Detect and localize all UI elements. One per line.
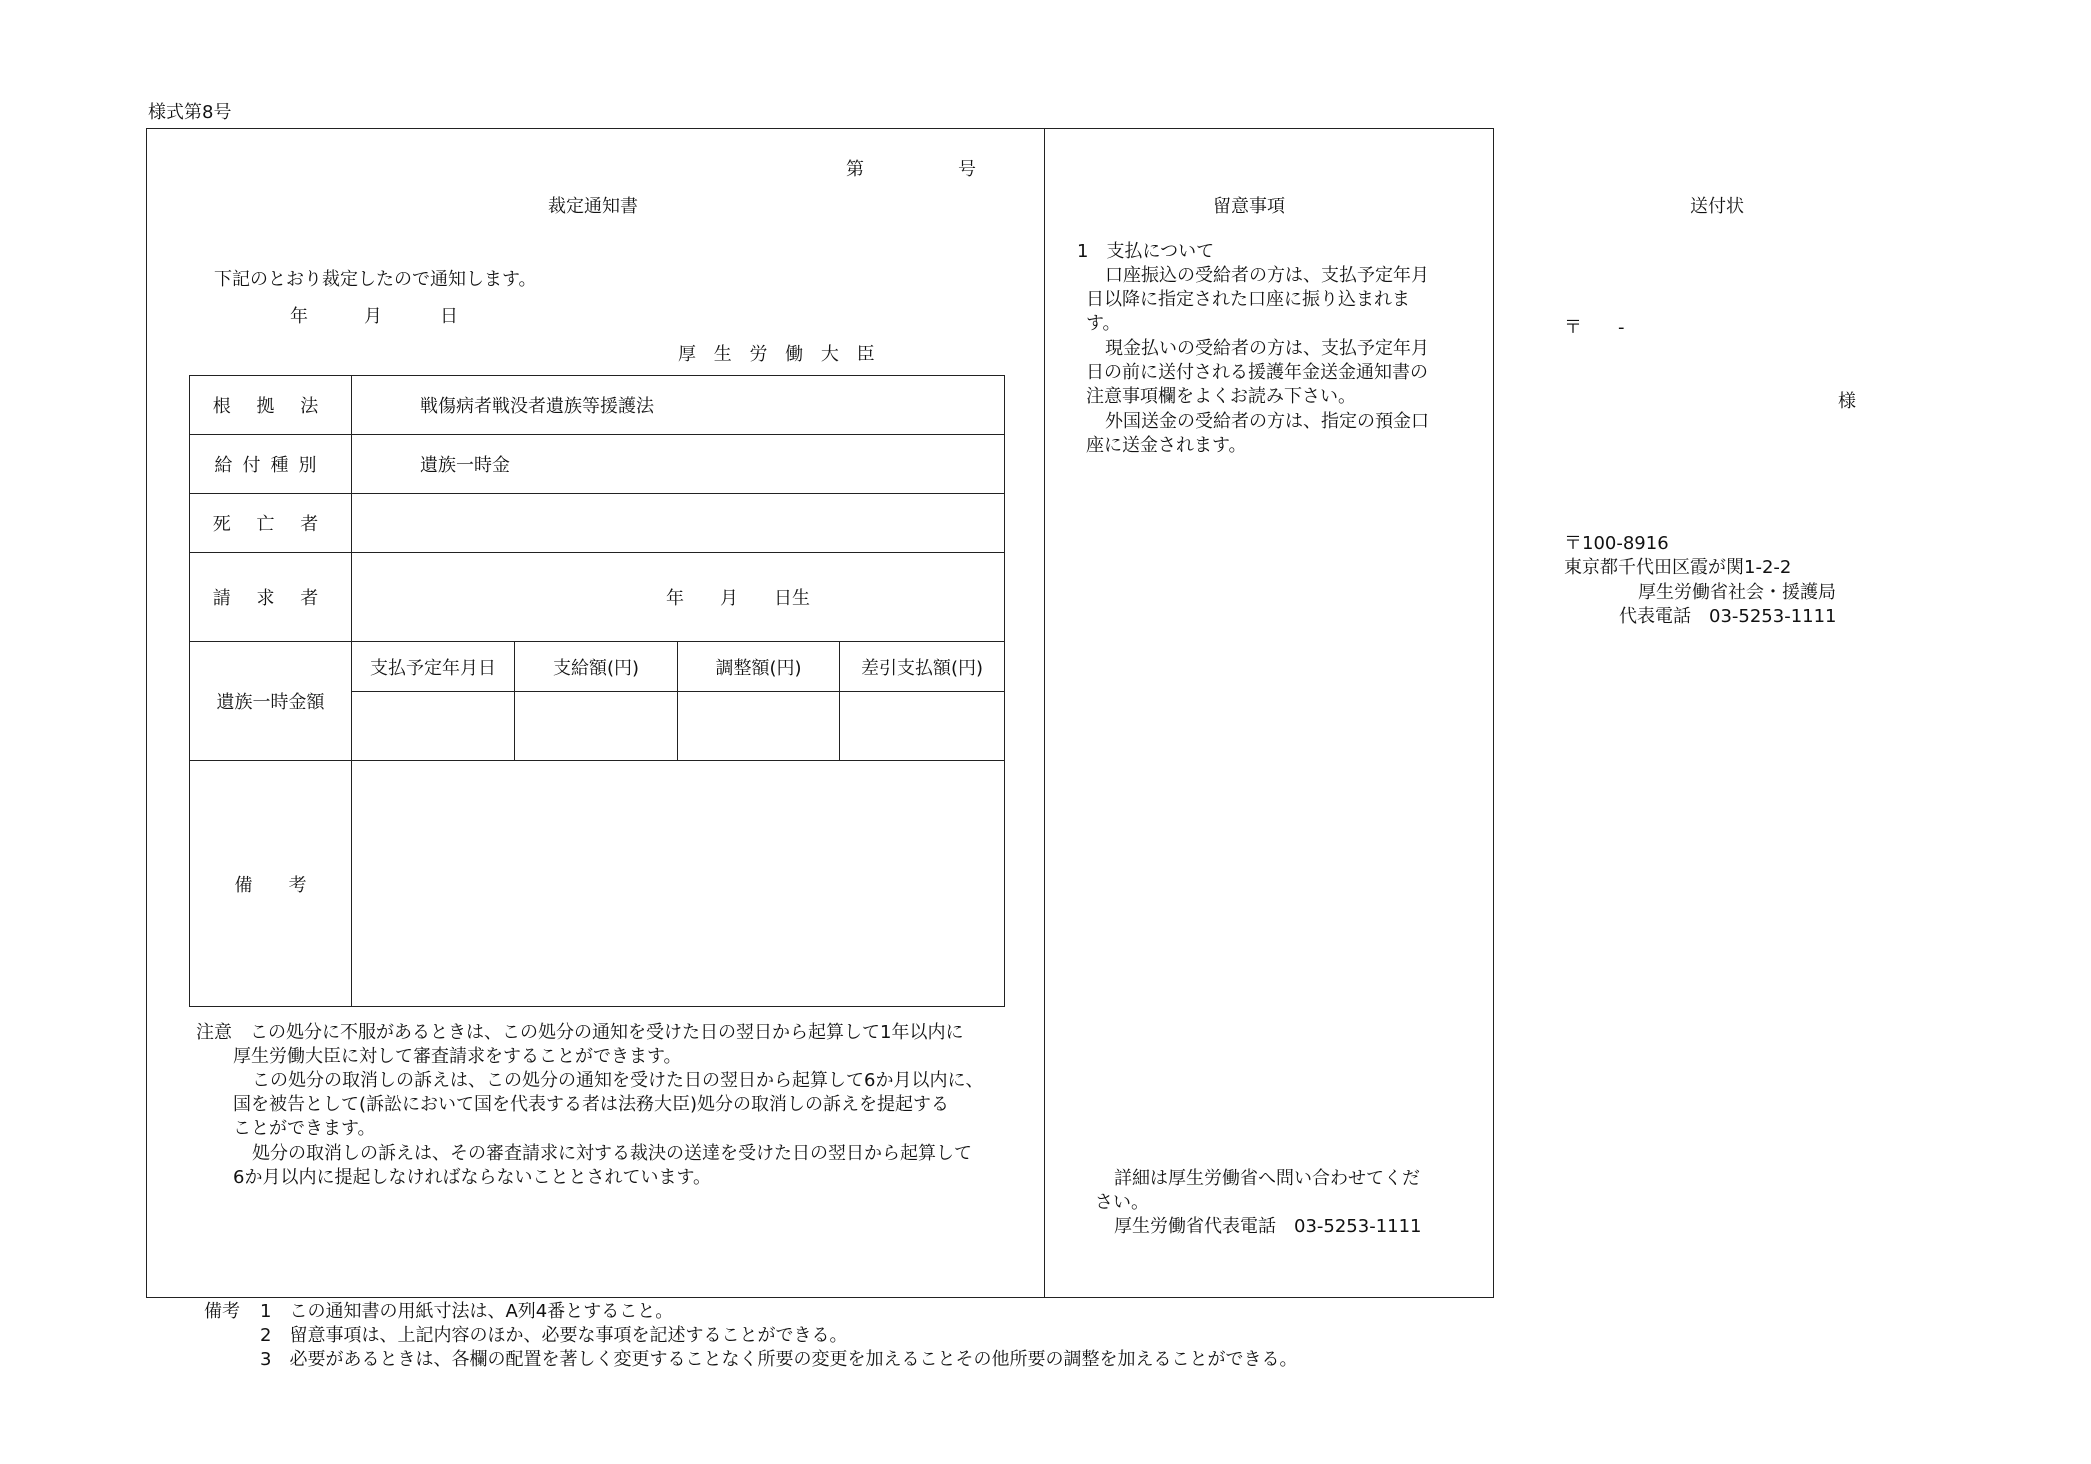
issuer-name: 厚 生 労 働 大 臣 <box>678 344 881 365</box>
panel-divider <box>1044 128 1045 1298</box>
amount-cell-net <box>840 692 1005 761</box>
amount-cell-adjust <box>678 692 840 761</box>
number-prefix: 第 <box>846 159 864 180</box>
intro-text: 下記のとおり裁定したので通知します。 <box>214 269 537 290</box>
notes-line: 日以降に指定された口座に振り込まれま <box>1086 289 1410 310</box>
notice-line: ことができます。 <box>233 1118 376 1139</box>
notes-line: 注意事項欄をよくお読み下さい。 <box>1086 386 1356 407</box>
benefit-value: 遺族一時金 <box>352 435 1005 494</box>
notes-line: 1 支払について <box>1077 241 1215 262</box>
footnote-line: 1 この通知書の用紙寸法は、A列4番とすること。 <box>260 1301 674 1322</box>
form-number: 様式第8号 <box>148 102 232 123</box>
amount-header-net: 差引支払額(円) <box>840 642 1005 692</box>
sender-org: 厚生労働省社会・援護局 <box>1638 582 1836 603</box>
benefit-label: 給付種別 <box>190 435 352 494</box>
table-row <box>190 553 1005 642</box>
date-month: 月 <box>364 306 382 327</box>
table-row <box>190 435 1005 494</box>
amount-header-paid: 支給額(円) <box>515 642 678 692</box>
footnotes-label: 備考 <box>204 1301 240 1322</box>
table-row <box>190 642 1005 692</box>
recipient-postal: 〒 - <box>1564 317 1625 338</box>
cover-title: 送付状 <box>1690 196 1744 217</box>
document-title: 裁定通知書 <box>548 196 638 217</box>
notice-line: 国を被告として(訴訟において国を代表する者は法務大臣)処分の取消しの訴えを提起する <box>233 1094 950 1115</box>
contact-line: さい。 <box>1095 1192 1149 1213</box>
amount-cell-date <box>352 692 515 761</box>
table-row <box>190 494 1005 553</box>
remarks-value <box>352 761 1005 1007</box>
remarks-label: 備 考 <box>190 761 352 1007</box>
date-day: 日 <box>440 306 458 327</box>
notice-line: 注意 この処分に不服があるときは、この処分の通知を受けた日の翌日から起算して1年以内に <box>196 1022 964 1043</box>
deceased-value <box>352 494 1005 553</box>
law-value: 戦傷病者戦没者遺族等援護法 <box>352 376 1005 435</box>
notice-line: 処分の取消しの訴えは、その審査請求に対する裁決の送達を受けた日の翌日から起算して <box>252 1143 972 1164</box>
amount-cell-paid <box>515 692 678 761</box>
notes-line: 口座振込の受給者の方は、支払予定年月 <box>1105 265 1429 286</box>
contact-line: 詳細は厚生労働省へ問い合わせてくだ <box>1114 1168 1420 1189</box>
notice-line: 6か月以内に提起しなければならないこととされています。 <box>233 1167 712 1188</box>
table-row <box>190 761 1005 1007</box>
notes-title: 留意事項 <box>1213 196 1285 217</box>
amount-header-date: 支払予定年月日 <box>352 642 515 692</box>
amount-label: 遺族一時金額 <box>190 642 352 761</box>
date-year: 年 <box>290 306 308 327</box>
claimant-birth: 年 月 日生 <box>352 553 1005 642</box>
sender-postal: 〒100-8916 <box>1564 533 1669 554</box>
contact-phone: 厚生労働省代表電話 03-5253-1111 <box>1114 1216 1422 1237</box>
notes-line: す。 <box>1086 313 1121 334</box>
sender-phone: 代表電話 03-5253-1111 <box>1619 606 1837 627</box>
law-label: 根 拠 法 <box>190 376 352 435</box>
amount-header-adjust: 調整額(円) <box>678 642 840 692</box>
notes-line: 外国送金の受給者の方は、指定の預金口 <box>1105 411 1429 432</box>
notes-line: 座に送金されます。 <box>1086 435 1247 456</box>
number-suffix: 号 <box>958 159 976 180</box>
table-row <box>190 376 1005 435</box>
notice-line: この処分の取消しの訴えは、この処分の通知を受けた日の翌日から起算して6か月以内に、 <box>252 1070 984 1091</box>
notice-line: 厚生労働大臣に対して審査請求をすることができます。 <box>233 1046 682 1067</box>
footnote-line: 3 必要があるときは、各欄の配置を著しく変更することなく所要の変更を加えることその他所要の調整を加えることができる。 <box>260 1349 1298 1370</box>
footnote-line: 2 留意事項は、上記内容のほか、必要な事項を記述することができる。 <box>260 1325 848 1346</box>
sender-address: 東京都千代田区霞が関1-2-2 <box>1564 557 1792 578</box>
notes-line: 現金払いの受給者の方は、支払予定年月 <box>1105 338 1429 359</box>
decision-table <box>189 375 1005 1007</box>
deceased-label: 死 亡 者 <box>190 494 352 553</box>
claimant-label: 請 求 者 <box>190 553 352 642</box>
notes-line: 日の前に送付される援護年金送金通知書の <box>1086 362 1428 383</box>
recipient-honorific: 様 <box>1838 391 1856 412</box>
